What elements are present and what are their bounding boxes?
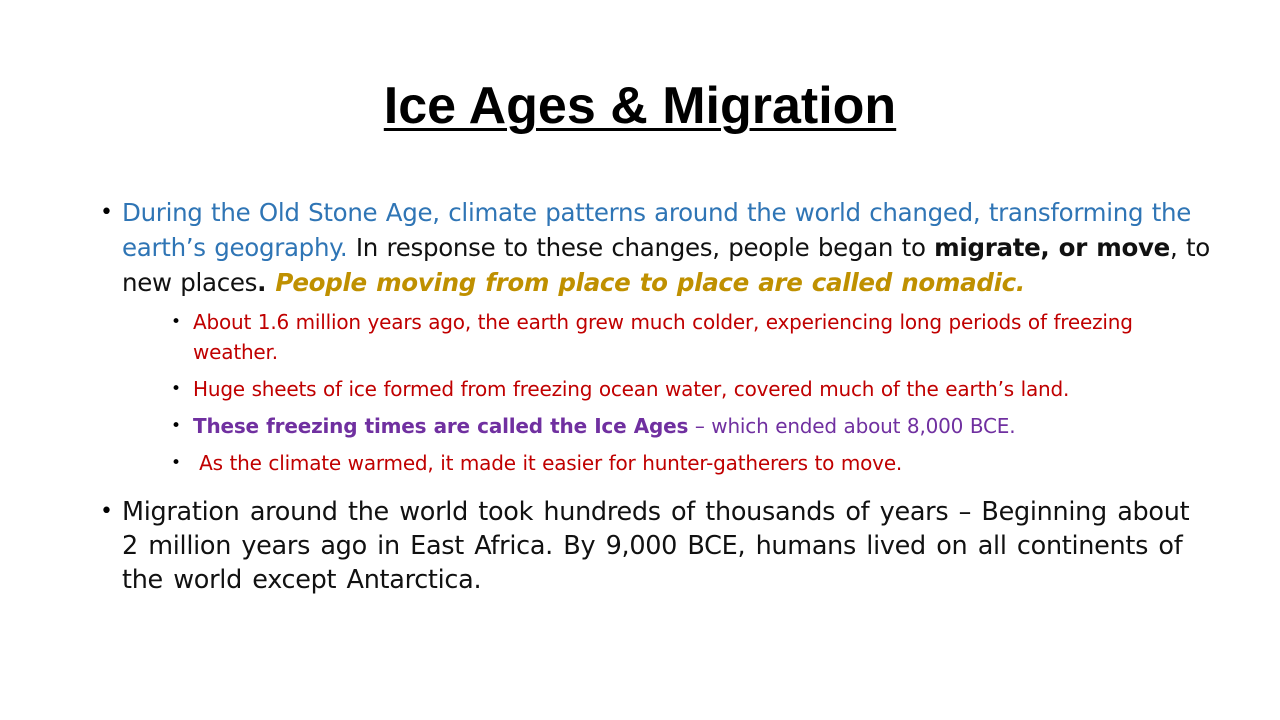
bullet-glyph: • xyxy=(171,453,181,473)
sub-bullet-colder-earth xyxy=(171,307,1210,367)
bullet-migration xyxy=(100,495,1210,597)
bullet-glyph: • xyxy=(100,200,113,225)
bullet-glyph: • xyxy=(171,312,181,332)
sub-bullet-text: Huge sheets of ice formed from freezing ocean water, covered much of the earth’s land. xyxy=(193,377,1070,401)
sub-bullet-climate-warmed xyxy=(171,448,1210,478)
sub-bullet-ice-ages xyxy=(171,411,1210,441)
climate-change-text: During the Old Stone Age, climate patterns around the world changed, transforming the earth’s geography. xyxy=(122,198,1192,262)
ice-ages-end-text: – which ended about 8,000 BCE. xyxy=(688,414,1016,438)
bullet-glyph: • xyxy=(171,416,181,436)
sub-bullet-text: As the climate warmed, it made it easier for hunter-gatherers to move. xyxy=(193,451,903,475)
sub-bullet-text: About 1.6 million years ago, the earth grew much colder, experiencing long periods of freezing weather. xyxy=(193,310,1133,364)
slide-title: Ice Ages & Migration xyxy=(383,77,897,135)
bullet-glyph: • xyxy=(171,379,181,399)
new-places-text: , to new places xyxy=(122,233,1210,297)
bullet-glyph: • xyxy=(100,499,113,524)
bullet-old-stone-age xyxy=(100,195,1210,300)
migration-text: Migration around the world took hundreds of thousands of years – Beginning about 2 million years ago in East Africa. By 9,000 BCE, humans lived on all continents of the world except Antarctica. xyxy=(122,497,1190,595)
migrate-term: migrate, or move xyxy=(934,233,1170,262)
slide-body xyxy=(100,195,1210,597)
response-text: In response to these changes, people began to xyxy=(347,233,935,262)
period: . xyxy=(257,268,267,297)
nomadic-definition: People moving from place to place are called nomadic. xyxy=(266,268,1025,297)
sub-bullet-ice-sheets xyxy=(171,374,1210,404)
ice-ages-term: These freezing times are called the Ice Ages xyxy=(193,414,689,438)
